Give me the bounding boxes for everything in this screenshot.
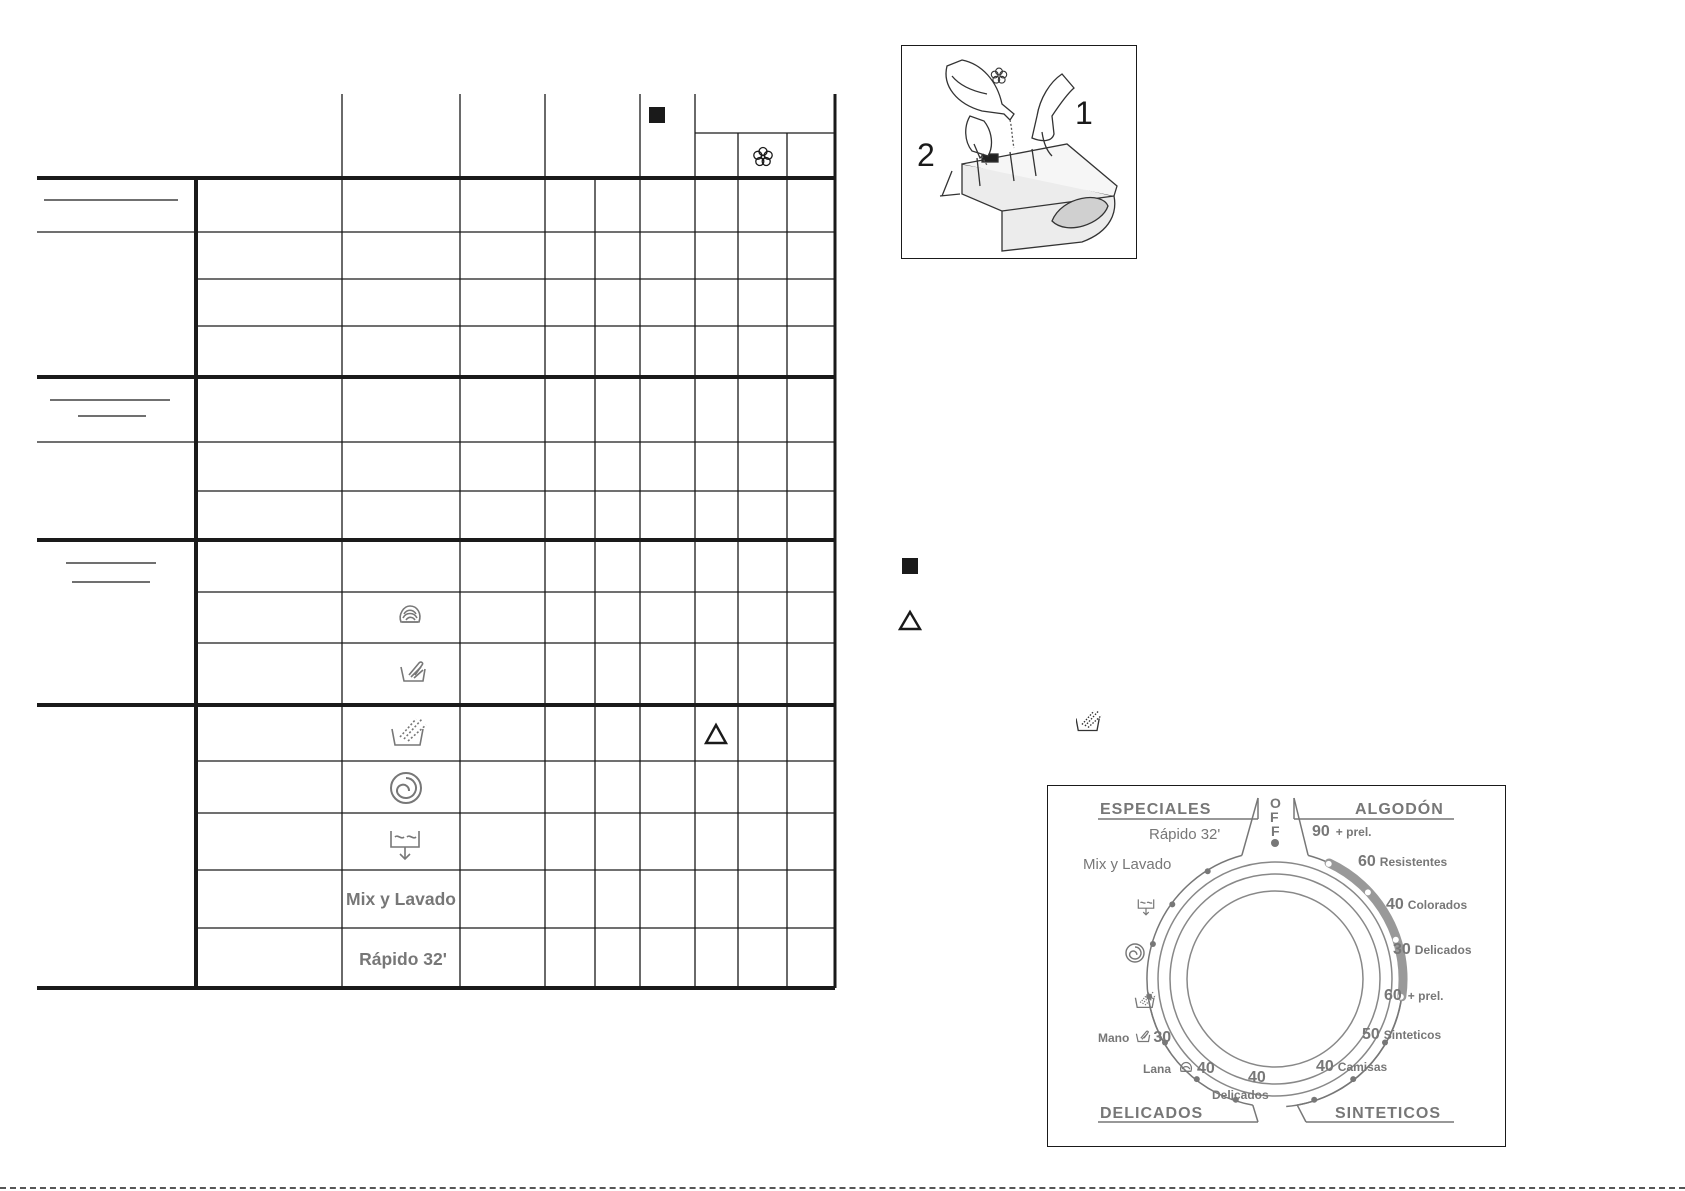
program-dial-panel bbox=[1047, 785, 1506, 1147]
detergent-drawer-illustration bbox=[901, 45, 1137, 259]
program-position-dot bbox=[1150, 941, 1156, 947]
program-position-dot bbox=[1326, 861, 1332, 867]
drain-icon bbox=[391, 831, 419, 859]
spin-icon[interactable] bbox=[1126, 944, 1144, 962]
rinse-icon[interactable] bbox=[1135, 992, 1155, 1008]
program-mano-30[interactable]: Mano 30 bbox=[1098, 1029, 1172, 1046]
program-algodon-30[interactable]: 30 Delicados bbox=[1393, 941, 1472, 958]
delicados-connector bbox=[1253, 1105, 1258, 1122]
program-delicados-40-label[interactable]: Delicados bbox=[1212, 1088, 1269, 1102]
rinse-icon bbox=[392, 719, 426, 745]
compartment-label-2: 2 bbox=[917, 137, 935, 173]
program-table bbox=[0, 0, 850, 1000]
quadrant-algodon: ALGODÓN bbox=[1355, 801, 1444, 818]
triangle-outline-icon bbox=[706, 725, 726, 743]
off-dot bbox=[1271, 839, 1279, 847]
program-knob-inner-ring[interactable] bbox=[1170, 874, 1380, 1084]
program-sinteticos-50[interactable]: 50 Sinteticos bbox=[1362, 1026, 1442, 1043]
program-mix-y-lavado-label[interactable]: Mix y Lavado bbox=[1083, 856, 1172, 873]
algodon-connector bbox=[1294, 798, 1308, 855]
program-delicados-40-num[interactable]: 40 bbox=[1248, 1069, 1266, 1086]
program-position-dot bbox=[1194, 1076, 1200, 1082]
program-knob-face[interactable] bbox=[1187, 891, 1363, 1067]
program-algodon-90[interactable]: 90 + prel. bbox=[1312, 823, 1372, 840]
program-position-dot bbox=[1311, 1097, 1317, 1103]
triangle-outline-icon bbox=[900, 612, 920, 629]
hand-wash-icon bbox=[401, 662, 425, 681]
wool-icon bbox=[400, 606, 420, 622]
program-position-dot bbox=[1350, 1076, 1356, 1082]
program-rapido-32: Rápido 32' bbox=[359, 949, 447, 969]
program-algodon-60[interactable]: 60 Resistentes bbox=[1358, 853, 1448, 870]
program-position-dot bbox=[1205, 868, 1211, 874]
spin-icon bbox=[391, 773, 421, 803]
program-rapido-32-label[interactable]: Rápido 32' bbox=[1149, 826, 1221, 843]
drain-icon[interactable] bbox=[1138, 899, 1153, 914]
flower-icon bbox=[991, 68, 1006, 83]
bottom-dashed-rule bbox=[0, 1187, 1685, 1189]
program-sinteticos-40[interactable]: 40 Camisas bbox=[1316, 1058, 1388, 1075]
black-square-icon bbox=[902, 558, 918, 574]
program-position-dot bbox=[1169, 901, 1175, 907]
program-lana-40[interactable]: Lana 40 bbox=[1143, 1060, 1215, 1077]
black-square-icon bbox=[649, 107, 665, 123]
quadrant-delicados: DELICADOS bbox=[1100, 1105, 1204, 1122]
legend-symbols bbox=[895, 555, 925, 635]
program-sinteticos-60[interactable]: 60 + prel. bbox=[1384, 987, 1444, 1004]
compartment-label-1: 1 bbox=[1075, 95, 1093, 131]
rinse-icon bbox=[1076, 711, 1102, 731]
especiales-connector bbox=[1242, 798, 1258, 855]
quadrant-sinteticos: SINTETICOS bbox=[1335, 1105, 1442, 1122]
off-label[interactable]: O F F bbox=[1270, 795, 1281, 839]
program-algodon-40[interactable]: 40 Colorados bbox=[1386, 896, 1468, 913]
sinteticos-connector bbox=[1297, 1105, 1306, 1122]
program-position-dot bbox=[1365, 889, 1371, 895]
program-mix-y-lavado: Mix y Lavado bbox=[346, 889, 456, 909]
flower-icon bbox=[754, 148, 772, 166]
hand-wash-icon bbox=[1136, 1031, 1149, 1041]
legend-rinse-symbol bbox=[1076, 706, 1104, 734]
quadrant-especiales: ESPECIALES bbox=[1100, 801, 1212, 818]
